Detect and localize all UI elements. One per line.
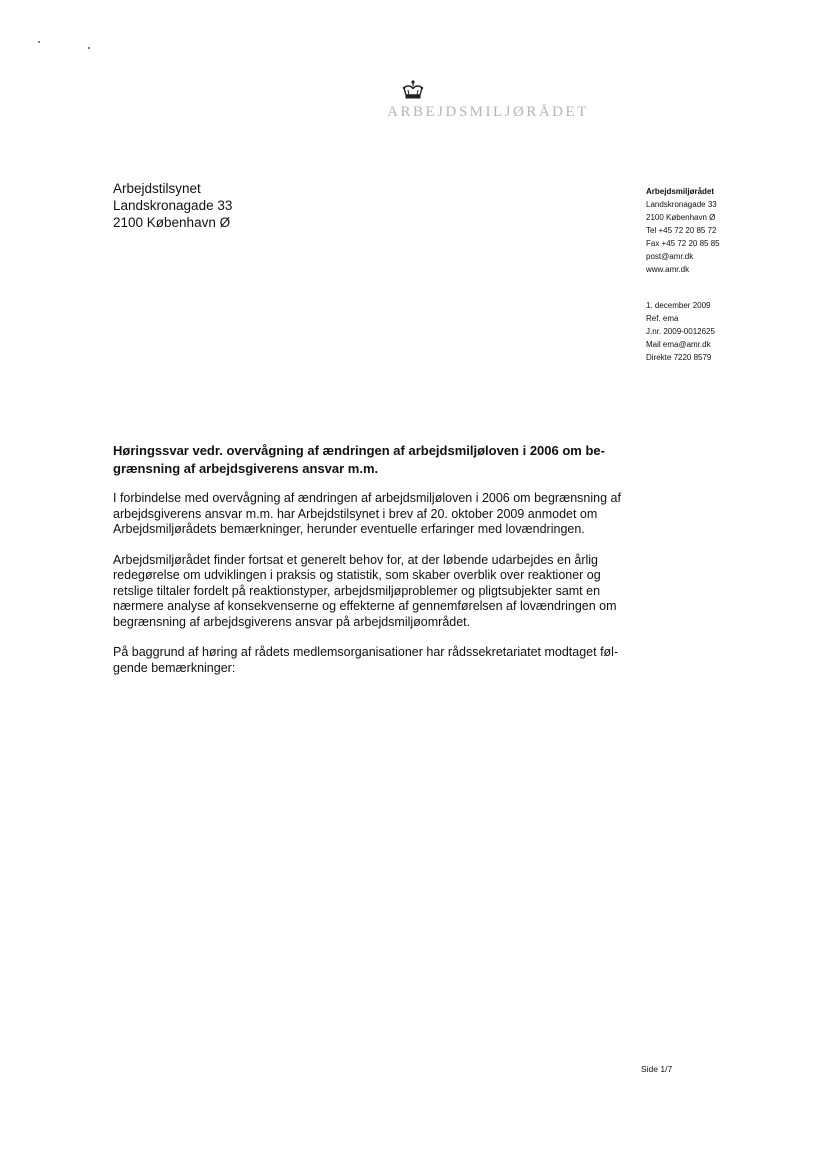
letter-meta: [646, 299, 715, 364]
sender-email: post@amr.dk: [646, 252, 694, 261]
scan-speck: [38, 41, 40, 43]
page-number: Side 1/7: [641, 1064, 673, 1074]
scan-speck: [88, 47, 90, 49]
sender-block: [646, 185, 720, 276]
sender-tel: Tel +45 72 20 85 72: [646, 226, 717, 235]
crown-icon: [400, 80, 426, 102]
body-paragraph: I forbindelse med overvågning af ændringen af arbejdsmiljøloven i 2006 om begrænsning af arbejdsgiverens ansvar m.m. har Arbejdstilsynet i brev af 20. oktober 2009 anmodet om Arbejdsmiljørådets bemærkninger, herunder eventuelle erfaringer med lovændringen.: [113, 491, 621, 536]
sender-web: www.amr.dk: [646, 265, 690, 274]
sender-fax: Fax +45 72 20 85 85: [646, 239, 720, 248]
letter-direct-phone: Direkte 7220 8579: [646, 353, 712, 362]
recipient-city: 2100 København Ø: [113, 215, 231, 230]
sender-street: Landskronagade 33: [646, 200, 717, 209]
sender-city: 2100 København Ø: [646, 213, 716, 222]
letter-journal-number: J.nr. 2009-0012625: [646, 327, 715, 336]
letter-date: 1. december 2009: [646, 301, 711, 310]
body-paragraph: Arbejdsmiljørådet finder fortsat et generelt behov for, at der løbende udarbejdes en årlig redegørelse om udviklingen i praksis og statistik, som skaber overblik over reaktioner og retslige tiltaler fordelt på reaktionstyper, arbejdsmiljøproblemer og pligtsubjekter samt en nærmere analyse af konsekvenserne og effekterne af gennemførelsen af lovændringen om begrænsning af arbejdsgiverens ansvar på arbejdsmiljøområdet.: [113, 552, 617, 629]
recipient-address: [113, 180, 232, 231]
recipient-street: Landskronagade 33: [113, 198, 233, 213]
sender-name: Arbejdsmiljørådet: [646, 187, 715, 196]
letterhead: [0, 80, 826, 121]
letter-heading: Høringssvar vedr. overvågning af ændringen af arbejdsmiljøloven i 2006 om be- grænsning af arbejdsgiverens ansvar m.m.: [113, 443, 605, 476]
letterhead-org-name: ARBEJDSMILJØRÅDET: [387, 104, 589, 120]
letter-ref: Ref. ema: [646, 314, 679, 323]
recipient-name: Arbejdstilsynet: [113, 181, 201, 196]
body-paragraph: På baggrund af høring af rådets medlemsorganisationer har rådssekretariatet modtaget føl- gende bemærkninger:: [113, 645, 619, 675]
letter-mail: Mail ema@amr.dk: [646, 340, 711, 349]
letter-body: [113, 442, 648, 691]
